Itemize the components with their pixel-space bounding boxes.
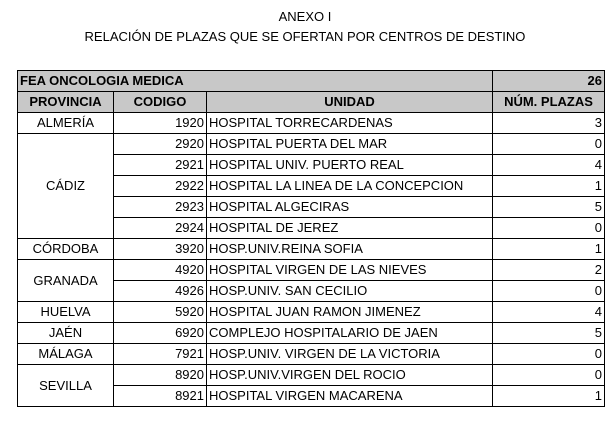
unit-cell: HOSPITAL UNIV. PUERTO REAL: [207, 155, 493, 176]
province-cell: JAÉN: [18, 323, 114, 344]
unit-cell: HOSP.UNIV.VIRGEN DEL ROCIO: [207, 365, 493, 386]
province-cell: CÁDIZ: [18, 134, 114, 239]
annex-title: ANEXO I: [278, 9, 332, 24]
table-row: [18, 113, 605, 134]
code-cell: 3920: [114, 239, 207, 260]
column-header-row: [18, 92, 605, 113]
code-cell: 4926: [114, 281, 207, 302]
code-cell: 5920: [114, 302, 207, 323]
plazas-cell: 0: [493, 134, 605, 155]
code-cell: 8921: [114, 386, 207, 407]
code-cell: 2920: [114, 134, 207, 155]
province-cell: MÁLAGA: [18, 344, 114, 365]
unit-cell: HOSPITAL DE JEREZ: [207, 218, 493, 239]
unit-cell: HOSP.UNIV. VIRGEN DE LA VICTORIA: [207, 344, 493, 365]
province-cell: HUELVA: [18, 302, 114, 323]
table-row: [18, 365, 605, 386]
code-cell: 7921: [114, 344, 207, 365]
table-row: [18, 260, 605, 281]
table-row: [18, 302, 605, 323]
table-row: [18, 344, 605, 365]
column-header-plazas: NÚM. PLAZAS: [493, 92, 605, 113]
unit-cell: HOSPITAL VIRGEN DE LAS NIEVES: [207, 260, 493, 281]
code-cell: 1920: [114, 113, 207, 134]
unit-cell: HOSPITAL ALGECIRAS: [207, 197, 493, 218]
column-header-unidad: UNIDAD: [207, 92, 493, 113]
code-cell: 2922: [114, 176, 207, 197]
plazas-cell: 0: [493, 344, 605, 365]
specialty-band: [18, 71, 605, 92]
code-cell: 2921: [114, 155, 207, 176]
code-cell: 4920: [114, 260, 207, 281]
province-cell: ALMERÍA: [18, 113, 114, 134]
document-subtitle: RELACIÓN DE PLAZAS QUE SE OFERTAN POR CENTROS DE DESTINO: [84, 29, 526, 44]
plazas-cell: 3: [493, 113, 605, 134]
table-row: [18, 323, 605, 344]
plazas-cell: 2: [493, 260, 605, 281]
code-cell: 6920: [114, 323, 207, 344]
code-cell: 2924: [114, 218, 207, 239]
plazas-cell: 1: [493, 176, 605, 197]
plazas-cell: 5: [493, 323, 605, 344]
unit-cell: HOSPITAL VIRGEN MACARENA: [207, 386, 493, 407]
unit-cell: HOSPITAL PUERTA DEL MAR: [207, 134, 493, 155]
unit-cell: COMPLEJO HOSPITALARIO DE JAEN: [207, 323, 493, 344]
province-cell: GRANADA: [18, 260, 114, 302]
plazas-cell: 0: [493, 218, 605, 239]
specialty-name: FEA ONCOLOGIA MEDICA: [18, 71, 493, 92]
specialty-total: 26: [493, 71, 605, 92]
plazas-cell: 5: [493, 197, 605, 218]
unit-cell: HOSP.UNIV.REINA SOFIA: [207, 239, 493, 260]
unit-cell: HOSPITAL TORRECARDENAS: [207, 113, 493, 134]
plazas-cell: 4: [493, 155, 605, 176]
plazas-cell: 4: [493, 302, 605, 323]
unit-cell: HOSPITAL JUAN RAMON JIMENEZ: [207, 302, 493, 323]
column-header-provincia: PROVINCIA: [18, 92, 114, 113]
column-header-codigo: CODIGO: [114, 92, 207, 113]
plazas-cell: 0: [493, 365, 605, 386]
plazas-cell: 1: [493, 386, 605, 407]
province-cell: SEVILLA: [18, 365, 114, 407]
code-cell: 8920: [114, 365, 207, 386]
unit-cell: HOSP.UNIV. SAN CECILIO: [207, 281, 493, 302]
code-cell: 2923: [114, 197, 207, 218]
plazas-table: [17, 70, 605, 407]
plazas-cell: 0: [493, 281, 605, 302]
plazas-cell: 1: [493, 239, 605, 260]
unit-cell: HOSPITAL LA LINEA DE LA CONCEPCION: [207, 176, 493, 197]
table-row: [18, 134, 605, 155]
table-body: [18, 113, 605, 407]
table-row: [18, 239, 605, 260]
province-cell: CÓRDOBA: [18, 239, 114, 260]
